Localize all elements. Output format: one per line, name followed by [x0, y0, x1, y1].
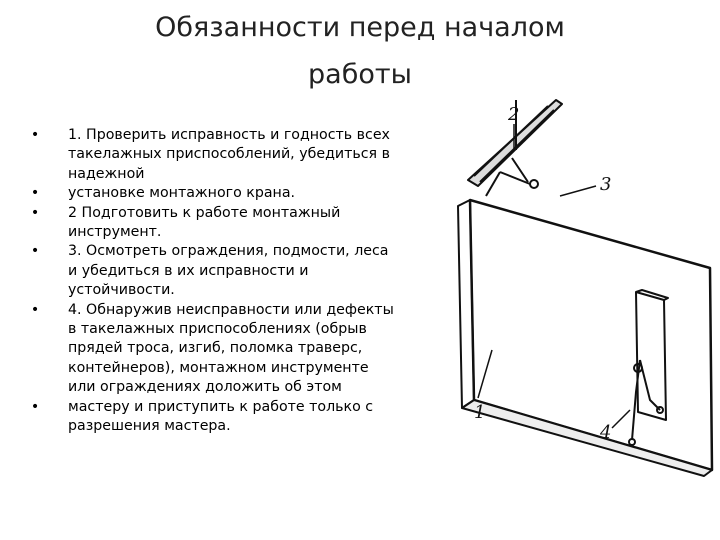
bullet-dot: • [30, 301, 40, 318]
wall-panel-illustration [440, 88, 720, 478]
bullet-line: 1. Проверить исправность и годность всех [68, 127, 390, 143]
bullet-line: прядей троса, изгиб, поломка траверс, [68, 340, 363, 357]
figure-label: 4 [600, 422, 612, 443]
bullet-line: мастеру и приступить к работе только с [68, 398, 374, 415]
bullet-line: устойчивости. [68, 282, 175, 299]
bullet-line: надежной [68, 165, 145, 182]
bullet-item [28, 184, 448, 203]
bullet-item [28, 301, 448, 398]
bullet-line: и убедиться в их исправности и [68, 262, 309, 279]
bullet-line: инструмент. [68, 224, 162, 241]
bullet-line: такелажных приспособлений, убедиться в [68, 146, 390, 163]
figure-label: 3 [600, 174, 612, 195]
bullet-dot: • [30, 185, 40, 202]
title-line-2: работы [308, 59, 412, 90]
panel-front-face [470, 200, 712, 470]
bullet-dot: • [30, 204, 40, 221]
floor-line [462, 400, 712, 476]
slide-title [60, 4, 660, 98]
bullet-list [28, 126, 448, 437]
bullet-item [28, 398, 448, 437]
bullet-item [28, 204, 448, 243]
bullet-item [28, 126, 448, 184]
bullet-dot: • [30, 398, 40, 415]
bullet-line: 3. Осмотреть ограждения, подмости, леса [68, 243, 389, 260]
bullet-line: в такелажных приспособлениях (обрыв [68, 321, 367, 338]
bullet-line: контейнеров), монтажном инструменте [68, 359, 369, 376]
bullet-item [28, 242, 448, 300]
panel-edge [458, 200, 474, 408]
figure-label: 2 [508, 104, 520, 125]
title-line-1: Обязанности перед началом [155, 12, 565, 43]
figure-label: 1 [474, 402, 486, 423]
bullet-dot: • [30, 243, 40, 260]
bullet-line: или ограждениях доложить об этом [68, 379, 342, 396]
bullet-line: 2 Подготовить к работе монтажный [68, 204, 341, 221]
bullet-dot: • [30, 127, 40, 143]
bullet-line: установке монтажного крана. [68, 185, 296, 202]
bullet-line: разрешения мастера. [68, 418, 231, 435]
bullet-line: 4. Обнаружив неисправности или дефекты [68, 301, 394, 318]
